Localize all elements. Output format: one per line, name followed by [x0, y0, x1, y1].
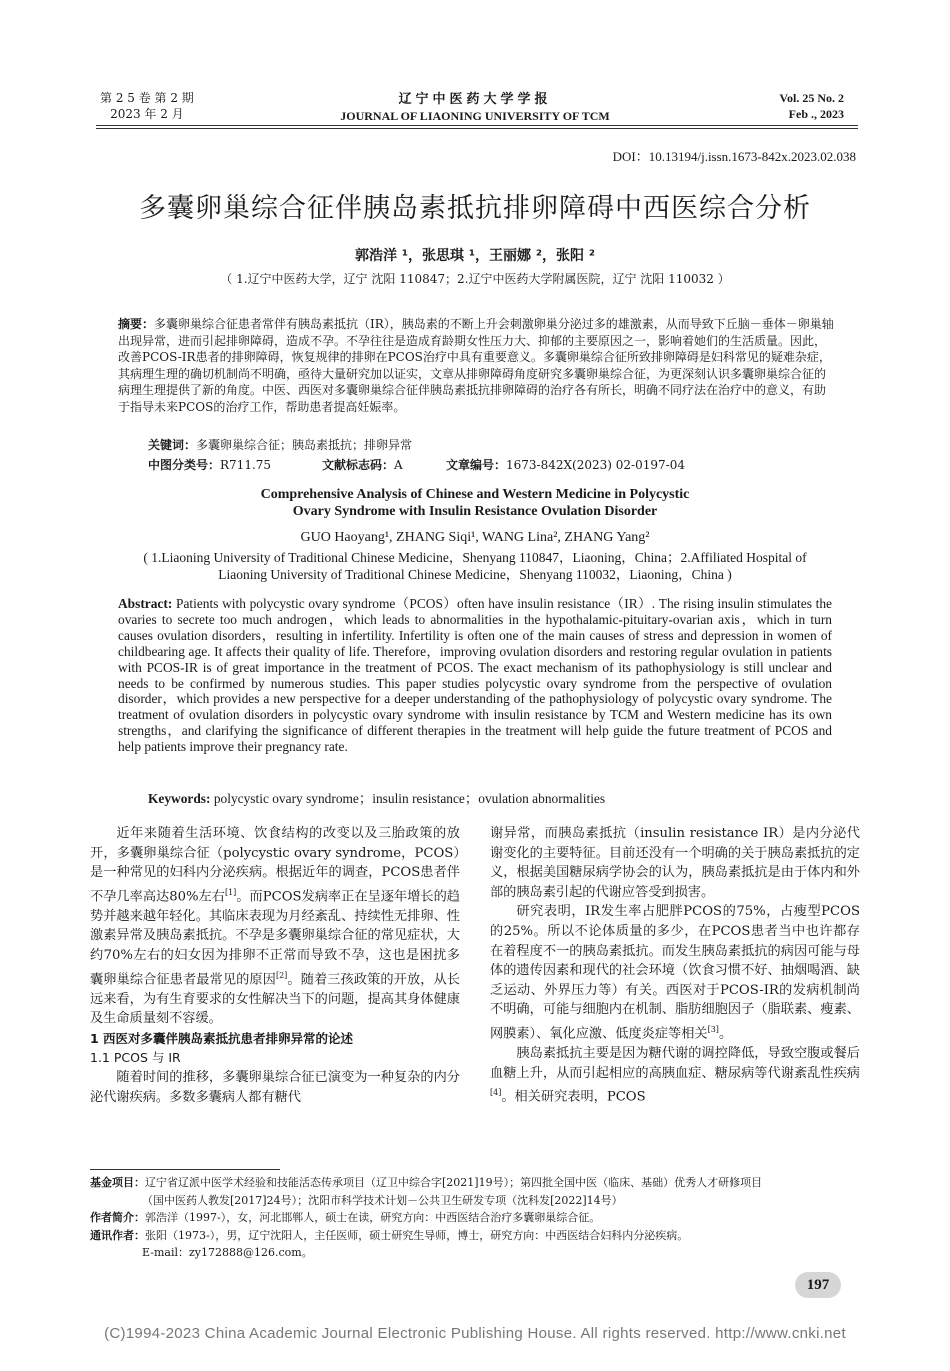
- keywords-zh-text: 多囊卵巢综合征；胰岛素抵抗；排卵异常: [196, 438, 413, 452]
- paragraph: 近年来随着生活环境、饮食结构的改变以及三胎政策的放开，多囊卵巢综合征（polycystic ovary syndrome，PCOS）是一种常见的妇科内分泌疾病。根据近年的调查，PCOS患者伴不孕几率高达80%左右[1]。而PCOS发病率正在呈逐年增长的趋势并越来越年轻化。其临床表现为月经紊乱、持续性无排卵、性激素异常及胰岛素抵抗。不孕是多囊卵巢综合征的常见症状，大约70%左右的妇女因为排卵不正常而导致不孕，这也是困扰多囊卵巢综合征患者最常见的原因[2]。随着三孩政策的开放，从长远来看，为有生育要求的女性解决当下的问题，提高其身体健康及生命质量刻不容缓。: [90, 826, 460, 1027]
- article-title: 多囊卵巢综合征伴胰岛素抵抗排卵障碍中西医综合分析: [139, 193, 811, 224]
- subsection-heading: 1.1 PCOS 与 IR: [90, 1050, 181, 1066]
- paragraph: 胰岛素抵抗主要是因为糖代谢的调控降低，导致空腹或餐后血糖上升，从而引起相应的高胰血症、糖尿病等代谢紊乱性疾病[4]。相关研究表明，PCOS: [490, 1045, 860, 1105]
- article-title-en-line1: Comprehensive Analysis of Chinese and Western Medicine in Polycystic: [260, 487, 690, 502]
- doi: DOI：10.13194/j.issn.1673-842x.2023.02.038: [612, 149, 856, 164]
- corresponding-author-label: 通讯作者：: [90, 1228, 145, 1242]
- article-title-en: [0, 486, 950, 520]
- abstract-zh-text: 多囊卵巢综合征患者常伴有胰岛素抵抗（IR），胰岛素的不断上升会刺激卵巢分泌过多的雄激素，从而导致下丘脑－垂体－卵巢轴出现异常，进而引起排卵障碍，造成不孕。不孕往往是造成育龄期女性压力大、抑郁的主要原因之一，影响着她们的生活质量。因此，改善PCOS-IR患者的排卵障碍，恢复规律的排卵在PCOS治疗中具有重要意义。多囊卵巢综合征所致排卵障碍是妇科常见的疑难杂症，其病理生理的确切机制尚不明确，亟待大量研究加以证实，文章从排卵障碍角度研究多囊卵巢综合征，为更深刻认识多囊卵巢综合征的病理生理提供了新的角度。中医、西医对多囊卵巢综合征伴胰岛素抵抗排卵障碍的治疗各有所长，明确不同疗法在治疗中的意义，有助于指导未来PCOS的治疗工作，帮助患者提高妊娠率。: [118, 317, 834, 414]
- abstract-en-label: Abstract:: [118, 596, 173, 611]
- abstract-en: [118, 596, 832, 755]
- body-column-left: [90, 824, 460, 1107]
- keywords-zh-label: 关键词：: [148, 438, 197, 452]
- copyright-footer: (C)1994-2023 China Academic Journal Electronic Publishing House. All rights reserved. http://www.cnki.net: [104, 1325, 846, 1342]
- keywords-en-label: Keywords:: [148, 791, 211, 806]
- paragraph: 研究表明，IR发生率占肥胖PCOS的75%，占瘦型PCOS的25%。所以不论体质量的多少，在PCOS患者当中也许都存在着程度不一的胰岛素抵抗。而发生胰岛素抵抗的病因可能与母体的遗传因素和现代的社会环境（饮食习惯不好、抽烟喝酒、缺乏运动、外界压力等）有关。西医对于PCOS-IR的发病机制尚不明确，可能与细胞内在机制、脂肪细胞因子（脂联素、瘦素、网膜素）、氧化应激、低度炎症等相关[3]。: [490, 904, 860, 1042]
- affiliations-zh: （ 1.辽宁中医药大学，辽宁 沈阳 110847；2.辽宁中医药大学附属医院，辽宁 沈阳 110032 ）: [220, 272, 730, 286]
- journal-name-zh: 辽宁中医药大学学报: [398, 92, 552, 107]
- header-rule-top: [96, 125, 858, 126]
- article-no-label: 文章编号：: [446, 458, 507, 472]
- header-volume-en: [779, 90, 844, 122]
- footnotes: [90, 1174, 862, 1262]
- header-volume-zh: 第 2 5 卷 第 2 期: [100, 91, 194, 105]
- abstract-zh-label: 摘要：: [118, 317, 155, 331]
- paragraph: 谢异常，而胰岛素抵抗（insulin resistance IR）是内分泌代谢变化的主要特征。目前还没有一个明确的关于胰岛素抵抗的定义，根据美国糖尿病学协会的认为，胰岛素抵抗是由于体内和外部的胰岛素引起的代谢应答受到损害。: [490, 826, 860, 900]
- journal-name-en: JOURNAL OF LIAONING UNIVERSITY OF TCM: [340, 109, 610, 123]
- abstract-en-text: Patients with polycystic ovary syndrome（PCOS）often have insulin resistance（IR）. The rising insulin stimulates the ovaries to secrete too much androgen，which leads to abnormalities in the hypothalamic-pituitary-ovarian axis，which in turn causes ovulation disorders，resulting in infertility. Infertility is often one of the main causes of stress and depression in women of childbearing age. It affects their quality of life. Therefore，improving ovulation disorders and restoring regular ovulation in patients with PCOS-IR is of great importance in the treatment of PCOS. The exact mechanism of its pathophysiology is still unclear and needs to be confirmed by numerous studies. This paper studies polycystic ovary syndrome from the perspective of ovulation disorder，which provides a new perspective for a deeper understanding of the pathophysiology of polycystic ovary syndrome. The treatment of ovulation disorders in polycystic ovary syndrome with insulin resistance by TCM and Western medicine has its own strengths，and clarifying the significance of different therapies in the treatment will help guide the future treatment of PCOS and help patients improve their pregnancy rate.: [118, 596, 832, 755]
- email-link[interactable]: E-mail：zy172888@126.com。: [142, 1246, 313, 1259]
- page-number: 197: [795, 1272, 841, 1298]
- author-bio-label: 作者简介：: [90, 1211, 145, 1224]
- keywords-zh: [148, 436, 412, 453]
- footnote-rule: [90, 1169, 280, 1170]
- authors-en: GUO Haoyang¹, ZHANG Siqi¹, WANG Lina², ZHANG Yang²: [300, 530, 650, 545]
- doc-code-value: A: [394, 458, 403, 472]
- citation-ref[interactable]: [1]: [224, 887, 237, 897]
- header-rule-bottom: [96, 128, 858, 129]
- section-heading: 1 西医对多囊伴胰岛素抵抗患者排卵异常的论述: [90, 1030, 354, 1046]
- doc-code-label: 文献标志码：: [322, 458, 395, 472]
- clc-label: 中图分类号：: [148, 458, 221, 472]
- citation-ref[interactable]: [4]: [490, 1088, 502, 1098]
- body-column-right: [490, 824, 860, 1107]
- clc-value: R711.75: [220, 458, 272, 472]
- paragraph: 随着时间的推移，多囊卵巢综合征已演变为一种复杂的内分泌代谢疾病。多数多囊病人都有糖代: [90, 1069, 460, 1105]
- affiliations-en: ( 1.Liaoning University of Traditional Chinese Medicine，Shenyang 110847，Liaoning，China；2.Affiliated Hospital of Liaoning University of Traditional Chinese Medicine，Shenyang 110032，Liaoning，China ): [143, 550, 807, 582]
- header-vol-no: Vol. 25 No. 2: [779, 91, 844, 105]
- header-date-en: Feb ., 2023: [788, 107, 844, 121]
- abstract-zh: [118, 316, 834, 416]
- header-date-zh: 2023 年 2 月: [110, 107, 184, 121]
- fund-text-cont: （国中医药人教发[2017]24号）；沈阳市科学技术计划－公共卫生研发专项（沈科发[2022]14号）: [142, 1193, 623, 1207]
- citation-ref[interactable]: [3]: [707, 1024, 719, 1034]
- fund-label: 基金项目：: [90, 1176, 145, 1189]
- author-bio-text: 郭浩洋（1997-），女，河北邯郸人，硕士在读，研究方向：中西医结合治疗多囊卵巢综合征。: [145, 1211, 601, 1224]
- keywords-en: [148, 788, 605, 807]
- authors-zh: 郭浩洋 ¹，张思琪 ¹，王丽娜 ²，张阳 ²: [354, 248, 596, 264]
- article-title-en-line2: Ovary Syndrome with Insulin Resistance Ovulation Disorder: [292, 504, 658, 519]
- fund-text: 辽宁省辽派中医学术经验和技能活态传承项目（辽卫中综合字[2021]19号）；第四批全国中医（临床、基础）优秀人才研修项目: [145, 1176, 763, 1189]
- keywords-en-text: polycystic ovary syndrome；insulin resistance；ovulation abnormalities: [213, 791, 606, 806]
- article-no-value: 1673-842X(2023) 02-0197-04: [506, 458, 685, 472]
- corresponding-author-text: 张阳（1973-），男，辽宁沈阳人，主任医师，硕士研究生导师，博士，研究方向：中西医结合妇科内分泌疾病。: [145, 1228, 689, 1242]
- citation-ref[interactable]: [2]: [275, 970, 288, 980]
